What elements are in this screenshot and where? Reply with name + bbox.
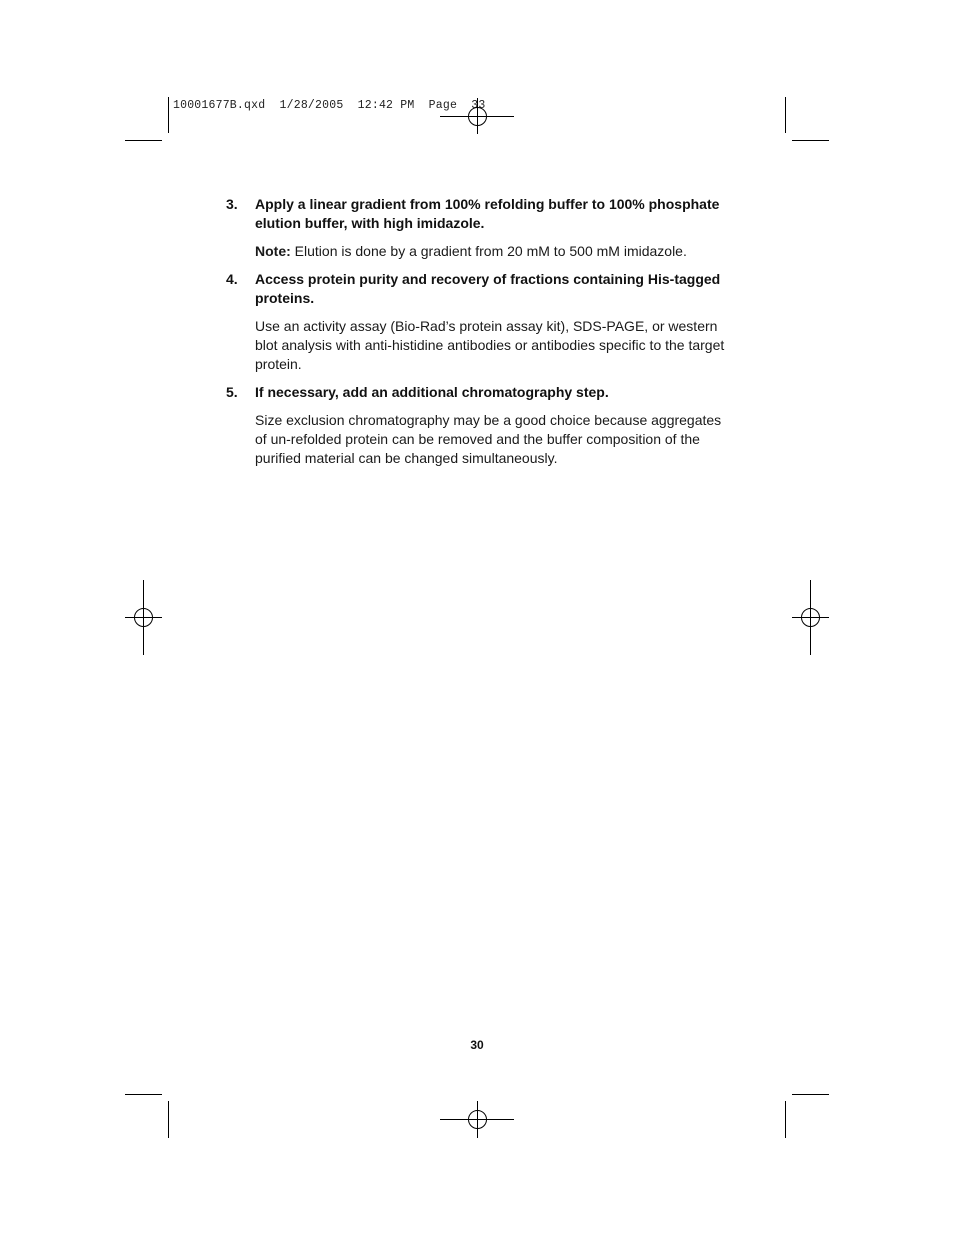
step-number: 5. — [226, 384, 238, 400]
step-number: 3. — [226, 196, 238, 212]
note-text: Elution is done by a gradient from 20 mM to 500 mM imidazole. — [290, 243, 687, 259]
step-heading — [226, 270, 736, 308]
step-number: 4. — [226, 271, 238, 287]
step-title: Access protein purity and recovery of fractions containing His-tagged proteins. — [255, 271, 721, 306]
step-body: Size exclusion chromatography may be a good choice because aggregates of un-refolded protein can be removed and the buffer composition of the purified material can be changed simultaneously. — [255, 412, 722, 466]
registration-mark-top — [440, 98, 514, 134]
registration-mark-bottom — [440, 1101, 514, 1138]
slug-page: 33 — [471, 99, 486, 112]
registration-mark-left — [125, 580, 162, 655]
slug-time: 12:42 PM — [357, 99, 415, 112]
step-4 — [226, 270, 736, 374]
slug-page-label: Page — [428, 99, 458, 112]
step-body: Use an activity assay (Bio-Rad’s protein assay kit), SDS-PAGE, or western blot analysis with anti-histidine antibodies or antibodies specific to the target protein. — [255, 318, 725, 372]
step-title: If necessary, add an additional chromatography step. — [255, 384, 609, 400]
step-heading — [226, 195, 736, 233]
registration-mark-right — [792, 580, 829, 655]
procedure-steps — [226, 195, 736, 468]
note-label: Note: — [255, 243, 291, 259]
page-number: 30 — [470, 1038, 484, 1052]
step-3 — [226, 195, 736, 261]
step-5 — [226, 383, 736, 468]
step-heading — [226, 383, 736, 402]
step-title: Apply a linear gradient from 100% refolding buffer to 100% phosphate elution buffer, with high imidazole. — [255, 196, 720, 231]
slug-file: 10001677B.qxd — [173, 99, 266, 112]
slug-date: 1/28/2005 — [279, 99, 344, 112]
step-note — [255, 242, 736, 261]
